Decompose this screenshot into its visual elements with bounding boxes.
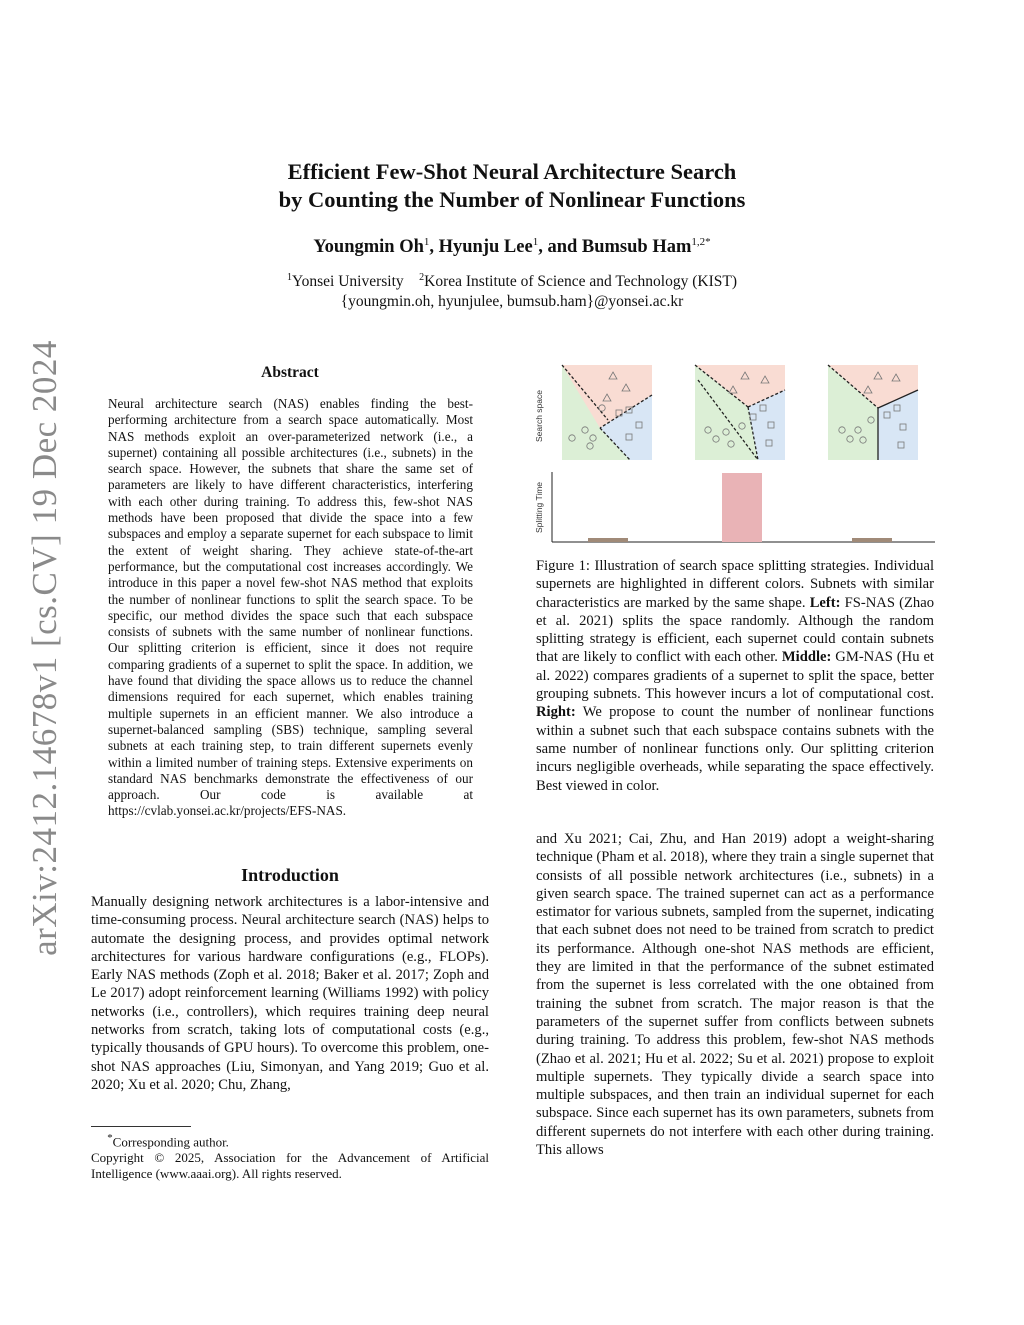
caption-middle-text: GM-NAS (Hu et al. 2022) compares gradients of a supernet to split the space, better grouping subnets. This however incurs a lot of computational cost. — [536, 649, 934, 703]
abstract-heading: Abstract — [261, 364, 319, 381]
author-2: , Hyunju Lee — [429, 237, 533, 258]
introduction-text: Manually designing network architectures is a labor-intensive and time-consuming process. Neural architecture search (NAS) helps to automate the designing process, and provides optimal network architectures for various hardware configurations (e.g., FLOPs). Early NAS methods (Zoph et al. 2018; Baker et al. 2017; Zoph and Le 2017) adopt reinforcement learning (Williams 1992) with policy networks (i.e., controllers), which requires training deep neural networks from scratch, taking lots of computational costs (e.g., typically thousands of GPU hours). To overcome this problem, one-shot NAS approaches (Liu, Simonyan, and Yang 2019; Guo et al. 2020; Xu et al. 2020; Chu, Zhang, — [91, 894, 489, 1093]
abstract-text: Neural architecture search (NAS) enables finding the best-performing architecture from a search space automatically. Most NAS methods exploit an over-parameterized network (i.e., a supernet) containing all possible architectures (i.e., subnets) in the search space. However, the subnets that share the same set of parameters are likely to have different characteristics, interfering with each other during training. To address this, few-shot NAS methods have been proposed that divide the space into a few subspaces and employ a separate supernet for each subspace to limit the extent of weight sharing. They achieve state-of-the-art performance, but the computational cost increases accordingly. We introduce in this paper a novel few-shot NAS method that exploits the number of nonlinear functions to split the search space. To be specific, our method divides the space such that each subspace consists of subnets with the same number of nonlinear functions. Our splitting criterion is efficient, since it does not require comparing gradients of a supernet to split the space. In addition, we have found that dividing the space allows us to reduce the channel dimensions required for each supernet, which enables training multiple supernets in an efficient manner. We also introduce a supernet-balanced sampling (SBS) technique, sampling several subnets at each training step, to train different supernets evenly within a limited number of training steps. Extensive experiments on standard NAS benchmarks demonstrate the effectiveness of our approach. Our code is available at https://cvlab.yonsei.ac.kr/projects/EFS-NAS. — [108, 396, 473, 819]
author-list — [150, 236, 874, 258]
bar-ours — [852, 538, 892, 542]
author-3-affil: 1,2* — [691, 236, 711, 248]
introduction-heading: Introduction — [241, 865, 339, 885]
affil-1-mark: 1 — [286, 272, 292, 283]
corresponding-author-note: Corresponding author. — [112, 1134, 229, 1150]
ylabel-splitting-time: Splitting Time — [534, 481, 544, 533]
footnote-rule — [91, 1126, 191, 1127]
bar-gm-nas — [722, 473, 762, 542]
author-2-affil: 1 — [532, 236, 539, 248]
caption-middle-label: Middle: — [781, 649, 832, 666]
copyright-note: Copyright © 2025, Association for the Advancement of Artificial Intelligence (www.aaai.org). All rights reserved. — [91, 1150, 489, 1182]
caption-right-text: We propose to count the number of nonlinear functions within a subnet such that each subspace contains subnets with the same number of nonlinear functions only. Our splitting criterion incurs negligible overheads, while separating the space effectively. Best viewed in color. — [536, 704, 934, 794]
caption-left-text: FS-NAS (Zhao et al. 2021) splits the space randomly. Although the random splitting strategy is efficient, each supernet could contain subnets that are likely to conflict with each other. — [536, 594, 935, 666]
caption-left-label: Left: — [809, 594, 841, 611]
arxiv-side-label — [20, 339, 70, 956]
ylabel-search-space: Search space — [534, 390, 544, 442]
paper-title — [150, 158, 874, 214]
title-line-1: Efficient Few-Shot Neural Architecture Search — [287, 159, 737, 184]
author-emails: {youngmin.oh, hyunjulee, bumsub.ham}@yonsei.ac.kr — [340, 293, 684, 311]
affiliations — [150, 268, 874, 312]
affiliation-1: Yonsei University — [291, 273, 404, 291]
figure-caption — [536, 557, 934, 795]
affil-2-mark: 2 — [419, 272, 425, 283]
right-column-text: and Xu 2021; Cai, Zhu, and Han 2019) adopt a weight-sharing technique (Pham et al. 2018), where they train a single supernet that consists of all possible network architectures (i.e., subnets) in a given search space. The trained supernet can act as a performance estimator for various subnets, sampled from the supernet, indicating that each subnet does not need to be trained from scratch to predict its performance. Although one-shot NAS methods are efficient, they are limited in that the performance of the subnet estimated from the supernet is less correlated with the one obtained from training the subnet from scratch. The major reason is that the parameters of the supernet suffer from conflicts between subnets during training. To address this problem, few-shot NAS methods (Zhao et al. 2021; Hu et al. 2022; Su et al. 2021) propose to exploit multiple supernets. They typically divide a search space into multiple subspaces, and then train an individual supernet for each subspace. Since each supernet has its own parameters, subnets from different supernets do not interfere with each other during training. This allows — [536, 831, 934, 1159]
affiliation-2: Korea Institute of Science and Technology (KIST) — [424, 273, 737, 291]
author-3: , and Bumsub Ham — [538, 237, 692, 258]
title-line-2: by Counting the Number of Nonlinear Functions — [278, 187, 746, 212]
caption-lead: Figure 1: Illustration of search space splitting strategies. Individual supernets are highlighted in different colors. Subnets with similar characteristics are marked by the same shape. — [536, 558, 934, 611]
figure-1 — [530, 360, 940, 555]
author-1-affil: 1 — [423, 236, 430, 248]
footnote-mark: * — [107, 1132, 113, 1144]
arxiv-id: arXiv:2412.14678v1 [cs.CV] 19 Dec 2024 — [25, 339, 64, 956]
panel-left — [562, 365, 652, 460]
panel-right — [828, 365, 918, 460]
author-1: Youngmin Oh — [313, 237, 424, 258]
caption-right-label: Right: — [536, 704, 576, 721]
bar-fs-nas — [588, 538, 628, 542]
footnotes — [91, 1130, 489, 1182]
